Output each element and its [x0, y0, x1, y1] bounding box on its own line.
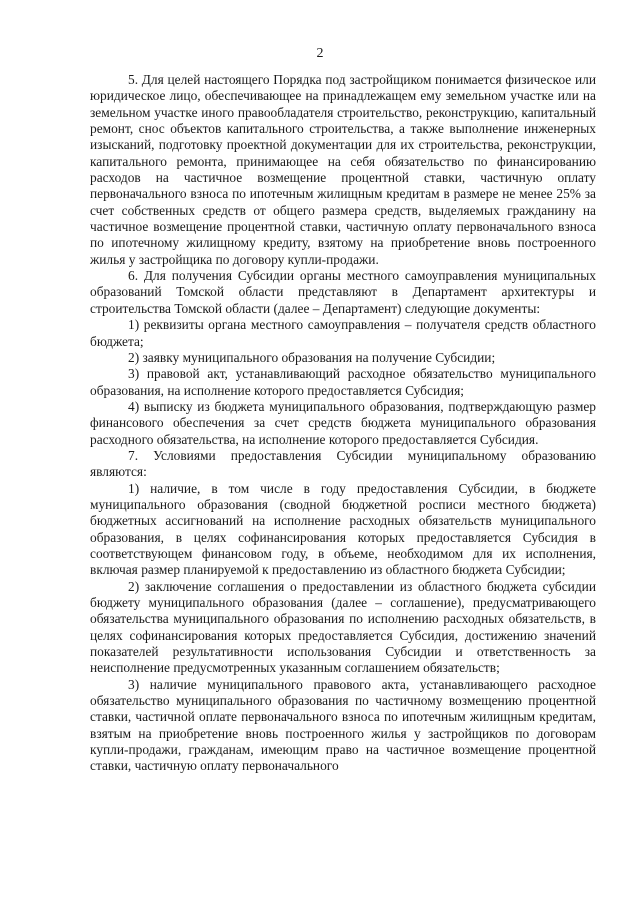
- paragraph-6-item-2: 2) заявку муниципального образования на получение Субсидии;: [128, 349, 496, 365]
- paragraph-6: 6. Для получения Субсидии органы местного самоуправления муниципальных образований Томской области представляют в Департамент архитектуры и строительства Томской области (далее – Департамент) следующие документы:: [90, 268, 596, 316]
- paragraph-6-item-4: 4) выписку из бюджета муниципального образования, подтверждающую размер финансового обеспечения за счет средств бюджета муниципального образования расходного обязательства, на исполнение которого предоставляется Субсидия.: [90, 398, 596, 447]
- page-number: 2: [316, 46, 324, 61]
- paragraph-5: 5. Для целей настоящего Порядка под застройщиком понимается физическое или юридическое лицо, обеспечивающее на принадлежащем ему земельном участке или на земельном участке иного правообладателя строительство, реконструкцию, капитальный ремонт, снос объектов капитального строительства, а также выполнение инженерных изысканий, подготовку проектной документации для их строительства, реконструкции, капитального ремонта, принимающее на себя обязательство по финансированию расходов на частичное возмещение процентной ставки, частичную оплату первоначального взноса по ипотечным жилищным кредитам в размере не менее 25% за счет собственных средств от общего размера средств, выделяемых гражданину на частичное возмещение процентной ставки, частичную оплату первоначального взноса по ипотечному жилищному кредиту, взятому на приобретение вновь построенного жилья у застройщика по договору купли-продажи.: [90, 72, 596, 267]
- paragraph-6-item-1: 1) реквизиты органа местного самоуправления – получателя средств областного бюджета;: [90, 317, 596, 349]
- paragraph-7: 7. Условиями предоставления Субсидии муниципальному образованию являются:: [90, 447, 596, 480]
- paragraph-6-item-3: 3) правовой акт, устанавливающий расходное обязательство муниципального образования, на исполнение которого предоставляется Субсидия;: [90, 366, 596, 398]
- document-body: [90, 72, 596, 775]
- paragraph-7-item-2: 2) заключение соглашения о предоставлении из областного бюджета субсидии бюджету муниципального образования (далее – соглашение), предусматривающего обязательства муниципального образования по исполнению расходных обязательств, в целях софинансирования которых предоставляется Субсидия, достижению значений показателей результативности использования Субсидии и ответственность за неисполнение предусмотренных указанным соглашением обязательств;: [90, 578, 596, 676]
- paragraph-7-item-3: 3) наличие муниципального правового акта, устанавливающего расходное обязательство муниципального образования по частичному возмещению процентной ставки, частичной оплате первоначального взноса по ипотечным жилищным кредитам, взятым на приобретение вновь построенного жилья у застройщиков по договорам купли-продажи, гражданам, имеющим право на частичное возмещение процентной ставки, частичную оплату первоначального: [90, 676, 596, 774]
- paragraph-7-item-1: 1) наличие, в том числе в году предоставления Субсидии, в бюджете муниципального образования (сводной бюджетной росписи местного бюджета) бюджетных ассигнований на исполнение расходных обязательств муниципального образования, в целях софинансирования которых предоставляется Субсидия в соответствующем финансовом году, в объеме, необходимом для их исполнения, включая размер планируемой к предоставлению из областного бюджета Субсидии;: [90, 480, 596, 578]
